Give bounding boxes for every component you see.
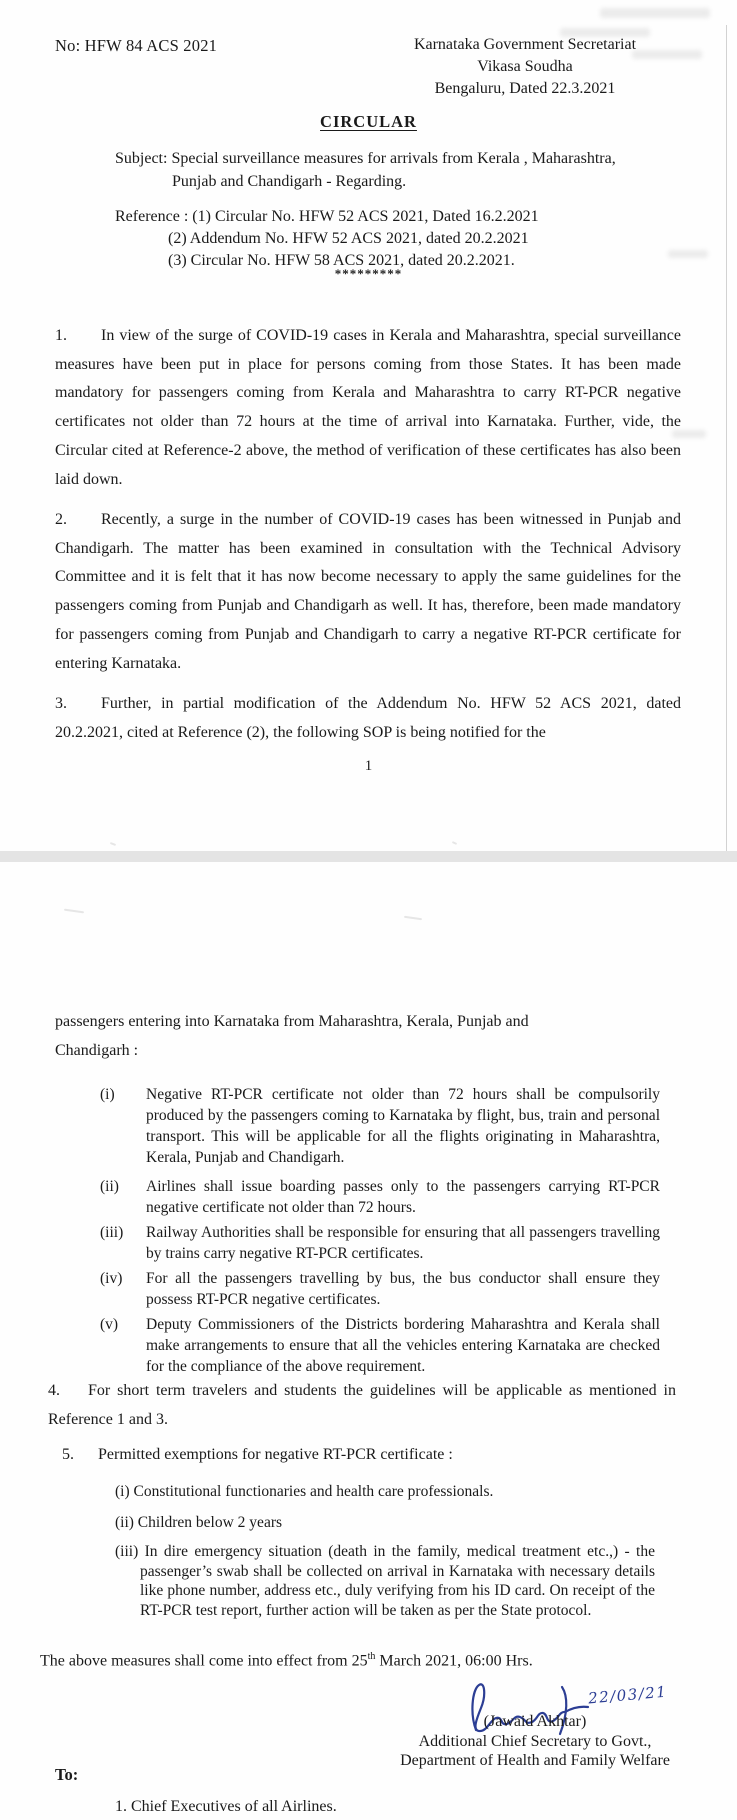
sop-item-v-text: Deputy Commissioners of the Districts bordering Maharashtra and Kerala shall make arrangements to ensure that all the vehicles entering Karnataka are checked for the compliance of the above requirement.	[146, 1316, 660, 1375]
paragraph-1-text: In view of the surge of COVID-19 cases in Kerala and Maharashtra, special surveillance measures have been put in place for persons coming from those States. It has been made mandatory for passengers coming from Kerala and Maharashtra to carry RT-PCR negative certificates not older than 72 hours at the time of arrival into Karnataka. Further, vide, the Circular cited at Reference-2 above, the method of verification of these certificates has also been laid down.	[55, 327, 681, 488]
exemption-iii: (iii) In dire emergency situation (death in the family, medical treatment etc.,) - the passenger’s swab shall be collected on arrival in Karnataka with necessary details like phone number, address etc., duly verifying from his ID card. On receipt of the RT-PCR test report, further action will be taken as per the State protocol.	[115, 1543, 655, 1619]
sop-item-v-marker: (v)	[100, 1316, 119, 1333]
bleedthrough-mark	[600, 8, 710, 18]
reference-line-3: (3) Circular No. HFW 58 ACS 2021, dated 20.2.2021.	[168, 252, 515, 269]
exemption-i: (i) Constitutional functionaries and health care professionals.	[115, 1483, 494, 1500]
signatory-title-1: Additional Chief Secretary to Govt.,	[418, 1732, 652, 1750]
sop-item-ii-marker: (ii)	[100, 1178, 119, 1195]
effective-date-prefix: The above measures shall come into effect from 25	[40, 1652, 368, 1670]
sop-item-iv-marker: (iv)	[100, 1270, 123, 1287]
sop-item-ii-text: Airlines shall issue boarding passes only to the passengers carrying RT-PCR negative certificate not older than 72 hours.	[146, 1178, 660, 1216]
reference-line-2: (2) Addendum No. HFW 52 ACS 2021, dated 20.2.2021	[168, 230, 529, 247]
paragraph-3	[55, 690, 681, 747]
sop-item-iii-text: Railway Authorities shall be responsible for ensuring that all passengers travelling by trains carry negative RT-PCR certificates.	[146, 1224, 660, 1262]
scan-speck	[452, 841, 457, 845]
paragraph-3-text: Further, in partial modification of the Addendum No. HFW 52 ACS 2021, dated 20.2.2021, cited at Reference (2), the following SOP is being notified for the	[55, 695, 681, 741]
paragraph-2-number: 2.	[55, 511, 67, 528]
page2-intro-main: passengers entering into Karnataka from Maharashtra, Kerala, Punjab and	[55, 1013, 529, 1030]
sop-item-iv-text: For all the passengers travelling by bus, the bus conductor shall ensure they possess RT-PCR negative certificates.	[146, 1270, 660, 1308]
subject-line-1: Subject: Special surveillance measures for arrivals from Kerala , Maharashtra,	[115, 150, 616, 167]
circular-page-2	[0, 862, 737, 1820]
paragraph-1	[55, 322, 681, 494]
letterhead	[380, 34, 670, 100]
scan-speck	[404, 916, 422, 920]
sop-item-v	[100, 1314, 660, 1377]
document-title: CIRCULAR	[320, 112, 417, 131]
circular-page-1	[0, 0, 737, 851]
exemption-ii: (ii) Children below 2 years	[115, 1514, 283, 1531]
org-name: Karnataka Government Secretariat	[413, 36, 637, 53]
handwritten-date: 22/03/21	[587, 1682, 669, 1708]
bleedthrough-mark	[632, 50, 702, 59]
paragraph-4	[48, 1377, 676, 1434]
paragraph-1-number: 1.	[55, 327, 67, 344]
separator-stars: *********	[334, 266, 403, 281]
org-place-date: Bengaluru, Dated 22.3.2021	[434, 80, 616, 97]
paragraph-5-number: 5.	[62, 1446, 74, 1463]
page2-intro	[55, 1008, 681, 1065]
bleedthrough-mark	[672, 430, 706, 438]
to-label: To:	[55, 1765, 79, 1784]
page2-intro-last: Chandigarh :	[55, 1041, 139, 1059]
document-ref-no: No: HFW 84 ACS 2021	[55, 36, 218, 55]
paragraph-4-text: For short term travelers and students the guidelines will be applicable as mentioned in Reference 1 and 3.	[48, 1382, 676, 1428]
sop-item-i	[100, 1084, 660, 1168]
paragraph-5-text: Permitted exemptions for negative RT-PCR certificate :	[98, 1446, 453, 1463]
scan-speck	[64, 909, 84, 914]
scan-edge-line	[726, 25, 727, 851]
sop-item-ii	[100, 1176, 660, 1218]
sop-item-i-marker: (i)	[100, 1086, 115, 1103]
paragraph-4-number: 4.	[48, 1382, 60, 1399]
subject-line-2: Punjab and Chandigarh - Regarding.	[172, 173, 407, 190]
bleedthrough-mark	[668, 250, 708, 258]
effective-date-superscript: th	[367, 1651, 376, 1662]
sop-item-iii	[100, 1222, 660, 1264]
effective-date-suffix: March 2021, 06:00 Hrs.	[375, 1652, 533, 1670]
paragraph-5	[62, 1446, 453, 1464]
paragraph-3-number: 3.	[55, 695, 67, 712]
scan-speck	[110, 842, 116, 846]
signatory-title-2: Department of Health and Family Welfare	[400, 1752, 670, 1769]
org-building: Vikasa Soudha	[477, 58, 573, 75]
paragraph-2	[55, 506, 681, 678]
sop-item-iii-marker: (iii)	[100, 1224, 124, 1241]
signatory-name: (Jawaid Akhtar)	[483, 1713, 587, 1730]
bleedthrough-mark	[560, 28, 650, 37]
to-item-1: 1. Chief Executives of all Airlines.	[115, 1798, 337, 1815]
sop-item-i-text: Negative RT-PCR certificate not older than 72 hours shall be compulsorily produced by the passengers coming to Karnataka by flight, bus, train and personal transport. This will be applicable for all the flights originating in Maharashtra, Kerala, Punjab and Chandigarh.	[146, 1086, 660, 1166]
sop-item-iv	[100, 1268, 660, 1310]
reference-line-1: Reference : (1) Circular No. HFW 52 ACS 2021, Dated 16.2.2021	[115, 208, 539, 225]
paragraph-2-text: Recently, a surge in the number of COVID-19 cases has been witnessed in Punjab and Chandigarh. The matter has been examined in consultation with the Technical Advisory Committee and it is felt that it has now become necessary to apply the same guidelines for the passengers coming from Punjab and Chandigarh as well. It has, therefore, been made mandatory for passengers coming from Punjab and Chandigarh to carry a negative RT-PCR certificate for entering Karnataka.	[55, 511, 681, 672]
signature-block	[370, 1712, 700, 1771]
page-number: 1	[364, 758, 373, 774]
effective-date-line	[40, 1651, 533, 1670]
page-break-band	[0, 851, 737, 862]
